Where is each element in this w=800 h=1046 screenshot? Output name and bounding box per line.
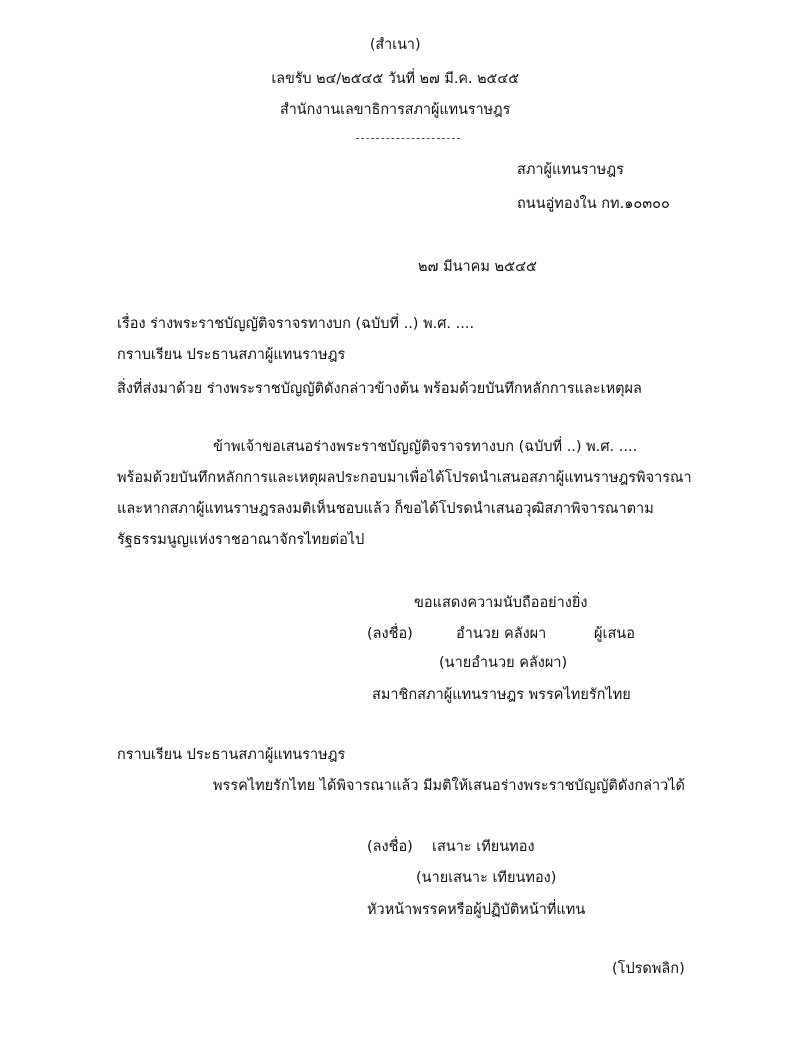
signer-full-name: (นายเสนาะ เทียนทอง) bbox=[416, 870, 557, 886]
letter-salutation: กราบเรียน ประธานสภาผู้แทนราษฎร bbox=[117, 347, 346, 363]
body-line: และหากสภาผู้แทนราษฎรลงมติเห็นชอบแล้ว ก็ขอได้โปรดนำเสนอวุฒิสภาพิจารณาตาม bbox=[117, 501, 654, 517]
signer-full-name: (นายอำนวย คลังผา) bbox=[439, 655, 568, 671]
receipt-number-line: เลขรับ ๒๔/๒๕๔๕ วันที่ ๒๗ มี.ค. ๒๕๔๕ bbox=[271, 71, 520, 87]
endorsement-salutation: กราบเรียน ประธานสภาผู้แทนราษฎร bbox=[117, 747, 346, 763]
signer-position: หัวหน้าพรรคหรือผู้ปฏิบัติหน้าที่แทน bbox=[367, 902, 586, 918]
signer-position: สมาชิกสภาผู้แทนราษฎร พรรคไทยรักไทย bbox=[372, 687, 631, 703]
letter-subject: เรื่อง ร่างพระราชบัญญัติจราจรทางบก (ฉบับที่ ..) พ.ศ. .... bbox=[117, 316, 475, 332]
letter-enclosure: สิ่งที่ส่งมาด้วย ร่างพระราชบัญญัติดังกล่าวข้างต้น พร้อมด้วยบันทึกหลักการและเหตุผล bbox=[117, 381, 642, 397]
turn-over-note: (โปรดพลิก) bbox=[612, 961, 685, 977]
dashed-divider bbox=[356, 138, 460, 139]
endorsement-text: พรรคไทยรักไทย ได้พิจารณาแล้ว มีมติให้เสนอร่างพระราชบัญญัติดังกล่าวได้ bbox=[213, 778, 685, 794]
body-line: รัฐธรรมนูญแห่งราชอาณาจักรไทยต่อไป bbox=[117, 532, 365, 548]
signer-name: อำนวย คลังผา bbox=[456, 626, 547, 642]
body-line: ข้าพเจ้าขอเสนอร่างพระราชบัญญัติจราจรทางบก (ฉบับที่ ..) พ.ศ. .... bbox=[213, 439, 638, 455]
letter-date: ๒๗ มีนาคม ๒๕๔๕ bbox=[418, 259, 538, 275]
closing-phrase: ขอแสดงความนับถืออย่างยิ่ง bbox=[414, 595, 588, 611]
sign-label: (ลงชื่อ) bbox=[367, 626, 413, 642]
body-line: พร้อมด้วยบันทึกหลักการและเหตุผลประกอบมาเพื่อได้โปรดนำเสนอสภาผู้แทนราษฎรพิจารณา bbox=[117, 470, 692, 486]
signer-name: เสนาะ เทียนทอง bbox=[432, 839, 535, 855]
signer-role: ผู้เสนอ bbox=[594, 626, 635, 642]
receiving-office: สำนักงานเลขาธิการสภาผู้แทนราษฎร bbox=[280, 102, 511, 118]
sender-address-line1: สภาผู้แทนราษฎร bbox=[517, 162, 624, 178]
copy-mark: (สำเนา) bbox=[369, 37, 421, 53]
sign-label: (ลงชื่อ) bbox=[367, 839, 413, 855]
sender-address-line2: ถนนอู่ทองใน กท.๑๐๓๐๐ bbox=[517, 196, 670, 212]
